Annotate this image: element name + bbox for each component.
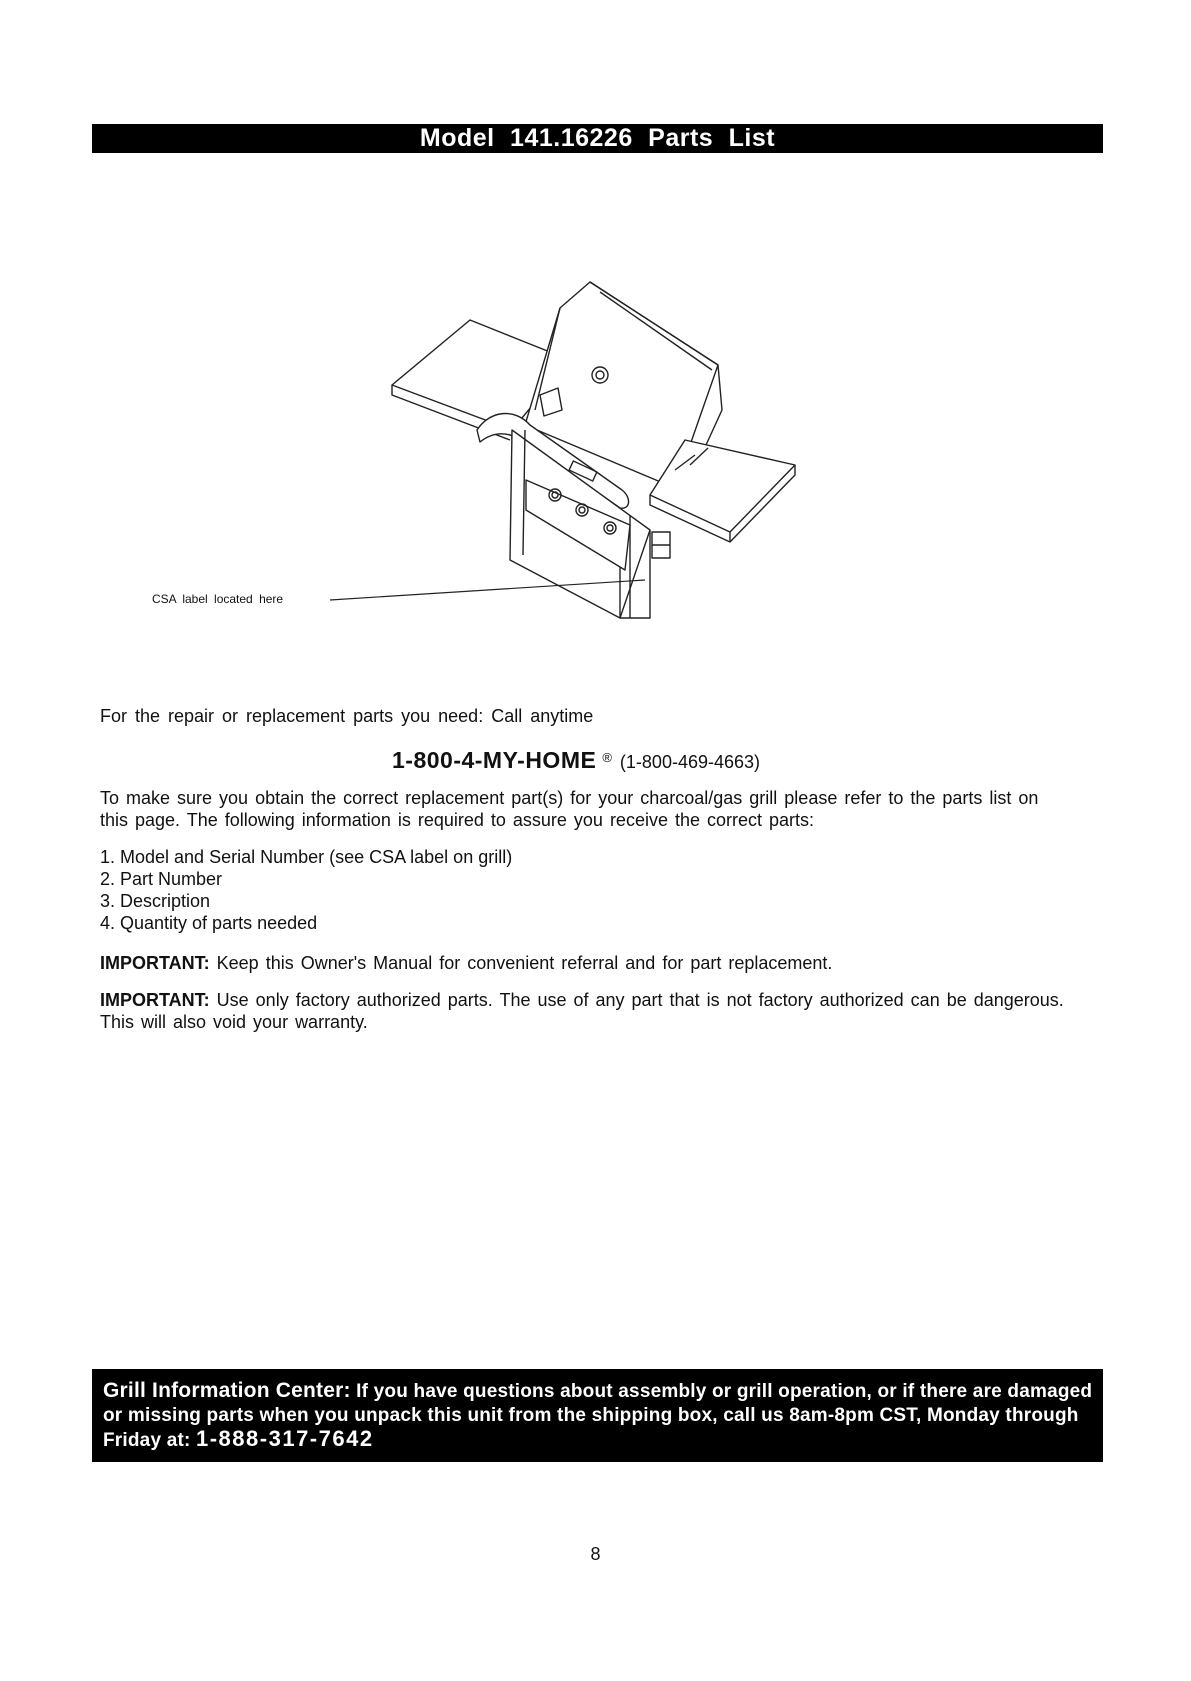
info-center-phone: 1-888-317-7642 <box>196 1426 374 1451</box>
info-center-text: If you have questions about assembly or grill operation, or if there are damaged or missing parts when you unpack this unit from the shipping box, call us 8am-8pm CST, Monday through Friday at: <box>103 1381 1093 1451</box>
intro-text: For the repair or replacement parts you need: Call anytime <box>100 706 594 726</box>
important-text: Use only factory authorized parts. The use of any part that is not factory authorized can be dangerous. This will also void your warranty. <box>100 990 1064 1032</box>
list-item: 2. Part Number <box>100 869 223 889</box>
grill-diagram <box>130 270 880 620</box>
important-label: IMPORTANT: <box>100 953 210 973</box>
important-label: IMPORTANT: <box>100 990 210 1010</box>
phone-line <box>392 747 760 774</box>
instructions-paragraph: To make sure you obtain the correct replacement part(s) for your charcoal/gas grill please refer to the parts list on this page. The following information is required to assure you receive the correct parts: <box>100 788 1039 830</box>
list-item: 3. Description <box>100 891 211 911</box>
list-item: 1. Model and Serial Number (see CSA label on grill) <box>100 847 513 867</box>
grill-info-center-box <box>92 1369 1103 1462</box>
page-title: Model 141.16226 Parts List <box>92 124 1103 153</box>
important-note-2 <box>100 989 1070 1033</box>
registered-mark: ® <box>602 749 612 765</box>
page-number: 8 <box>590 1544 601 1564</box>
important-note-1 <box>100 952 1070 974</box>
info-center-title: Grill Information Center: <box>103 1379 351 1402</box>
phone-alt: (1-800-469-4663) <box>619 752 761 772</box>
list-item: 4. Quantity of parts needed <box>100 913 318 933</box>
required-info-list <box>100 846 512 934</box>
phone-main: 1-800-4-MY-HOME <box>392 747 597 773</box>
csa-label-caption: CSA label located here <box>152 592 284 606</box>
important-text: Keep this Owner's Manual for convenient referral and for part replacement. <box>209 953 833 973</box>
